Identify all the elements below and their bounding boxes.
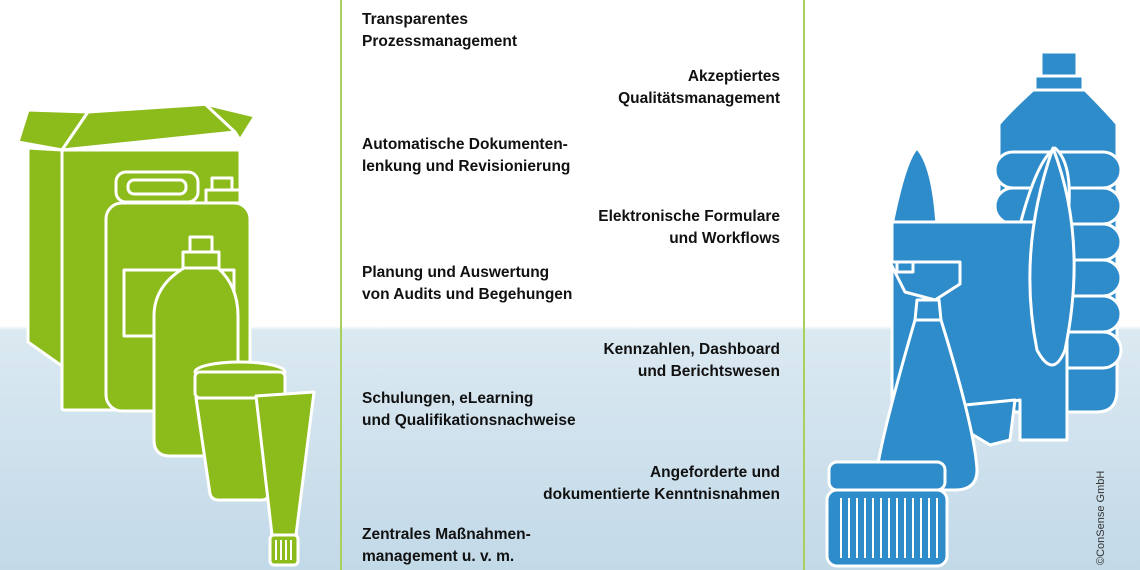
box-side [28,148,62,366]
copyright-label: ©ConSense GmbH [1095,470,1107,565]
list-item: Akzeptiertes Qualitätsmanagement [618,68,780,107]
list-item: Automatische Dokumenten- lenkung und Revisionierung [362,136,571,175]
tube [256,392,314,535]
list-item: Transparentes Prozessmanagement [362,11,518,50]
list-item: Angeforderte und dokumentierte Kenntnisnahmen [543,464,780,503]
green-packaging-illustration [0,0,340,570]
blue-packaging-illustration [805,0,1140,570]
list-item: Zentrales Maßnahmen- management u. v. m. [362,526,531,565]
list-item: Kennzahlen, Dashboard und Berichtswesen [603,341,780,380]
bottle-cap [1041,52,1077,76]
left-divider [340,0,342,570]
jar-lid [829,462,945,490]
list-item: Elektronische Formulare und Workflows [598,208,780,247]
list-item: Planung und Auswertung von Audits und Begehungen [362,264,573,303]
list-item: Schulungen, eLearning und Qualifikationsnachweise [362,390,576,429]
